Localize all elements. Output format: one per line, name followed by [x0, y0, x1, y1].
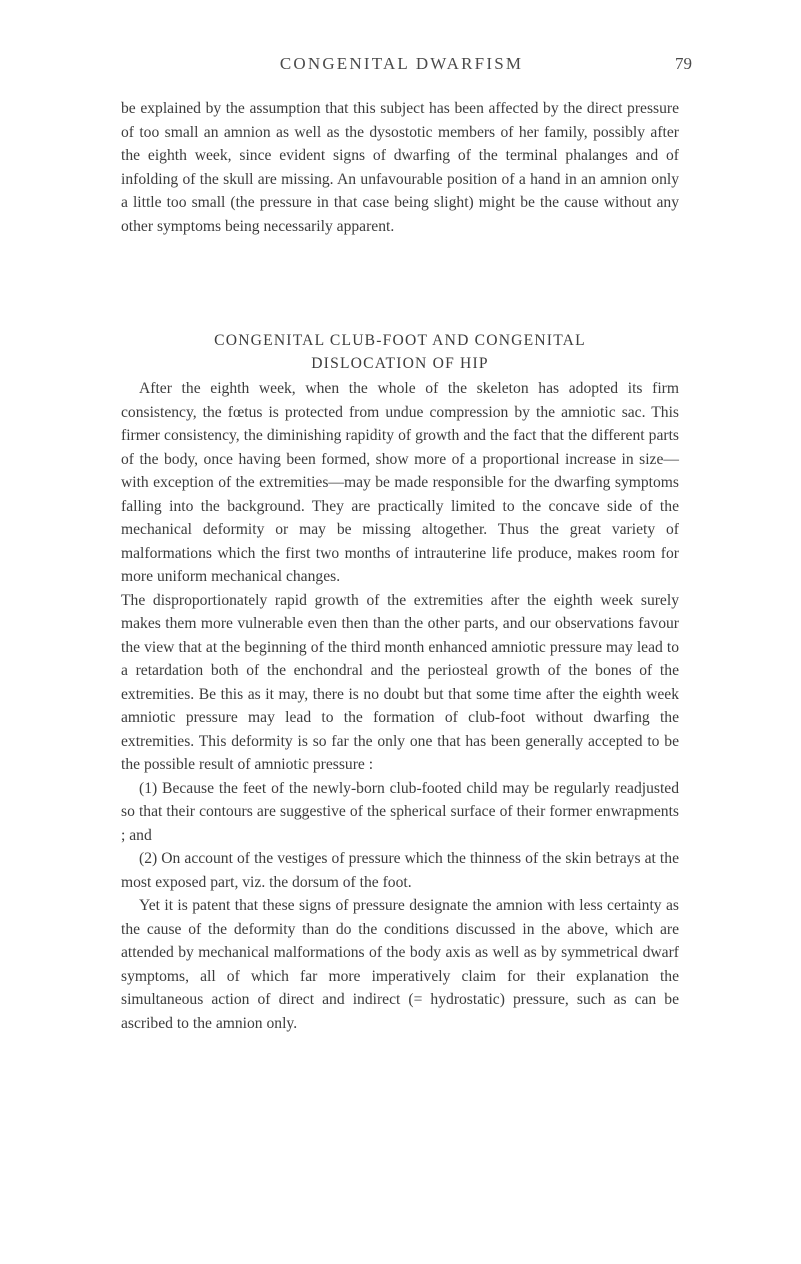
- section-body: [121, 377, 679, 1035]
- running-title: CONGENITAL DWARFISM: [279, 54, 524, 73]
- paragraph-2: The disproportionately rapid growth of the extremities after the eighth week surely makes them more vulnerable even then than the other parts, and our observations favour the view that at the beginning of the third month enhanced amniotic pressure may lead to a retardation both of the enchondral and the periosteal growth of the bones of the extremities. Be this as it may, there is no doubt but that some time after the eighth week amniotic pressure may lead to the formation of club-foot without dwarfing the extremities. This deformity is so far the only one that has been generally accepted to be the possible result of amniotic pressure :: [121, 591, 679, 773]
- opening-paragraph: be explained by the assumption that this subject has been affected by the direct pressure of too small an amnion as well as the dysostotic members of her family, possibly after the eighth week, since evident signs of dwarfing of the terminal phalanges and of infolding of the skull are missing. An unfavourable position of a hand in an amnion only a little too small (the pressure in that case being slight) might be the cause without any other symptoms being necessarily apparent.: [121, 100, 679, 235]
- section-heading-line-2: DISLOCATION OF HIP: [311, 355, 489, 372]
- paragraph-5: Yet it is patent that these signs of pressure designate the amnion with less certainty as the cause of the deformity than do the conditions discussed in the above, which are attended by mechanical malformations of the body axis as well as by symmetrical dwarf symptoms, all of which far more imperatively claim for their explanation the simultaneous action of direct and indirect (= hydrostatic) pressure, such as can be ascribed to the amnion only.: [121, 897, 679, 1032]
- running-head: [113, 51, 690, 77]
- section-heading: [121, 329, 679, 375]
- paragraph-3: (1) Because the feet of the newly-born club-footed child may be regularly readjusted so that their contours are suggestive of the spherical surface of their former enwrapments ; and: [121, 779, 679, 844]
- paragraph-4: (2) On account of the vestiges of pressure which the thinness of the skin betrays at the most exposed part, viz. the dorsum of the foot.: [121, 850, 679, 891]
- paragraph-1: After the eighth week, when the whole of the skeleton has adopted its firm consistency, the fœtus is protected from undue compression by the amniotic sac. This firmer consistency, the diminishing rapidity of growth and the fact that the different parts of the body, once having been formed, show more of a proportional increase in size—with exception of the extremities—may be made responsible for the dwarfing symptoms falling into the background. They are practically limited to the concave side of the mechanical deformity or may be missing altogether. Thus the great variety of malformations which the first two months of intrauterine life produce, makes room for more uniform mechanical changes.: [121, 380, 679, 585]
- page-number: 79: [675, 54, 692, 73]
- opening-text: [121, 97, 679, 238]
- section-heading-line-1: CONGENITAL CLUB-FOOT AND CONGENITAL: [214, 332, 586, 349]
